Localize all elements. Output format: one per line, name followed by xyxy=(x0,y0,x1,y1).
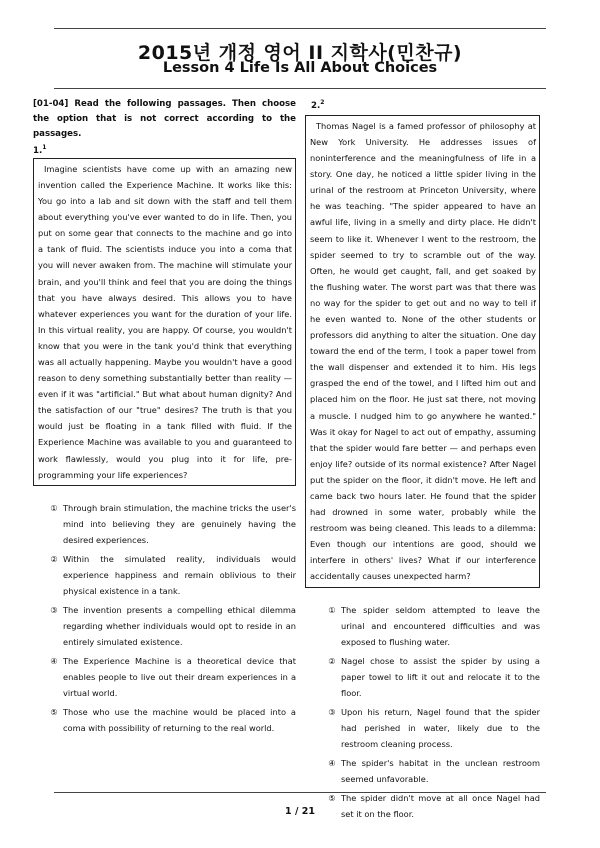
choice-marker: ⑤ xyxy=(328,792,336,803)
header-rule xyxy=(54,88,546,89)
choice-item[interactable] xyxy=(45,653,296,701)
footer-rule xyxy=(54,792,546,793)
question-1-number xyxy=(33,142,296,157)
question-1-choices xyxy=(33,500,296,736)
choice-item[interactable] xyxy=(45,602,296,650)
choice-marker: ⑤ xyxy=(50,706,58,717)
question-2-passage-text: Thomas Nagel is a famed professor of philosophy at New York University. He addresses issues of noninterference and the meaningfulness of life in a story. One day, he noticed a little spider living in the urinal of the restroom at Princeton University, where he was teaching. "The spider appeared to have an awful life, living in a smelly and dirty place. He didn't seem to like it. Whenever I went to the restroom, the spider seemed to try to scramble out of the way. Often, he would get caught, fall, and get soaked by the flushing water. The worst part was that there was no way for the spider to get out and no way to tell if he even wanted to. None of the other students or professors did anything to alter the situation. One day toward the end of the term, I took a paper towel from the wall dispenser and extended it to him. His legs grasped the end of the towel, and I lifted him out and placed him on the floor. He just sat there, not moving a muscle. I nudged him to go anywhere he wanted." Was it okay for Nagel to act out of empathy, assuming that the spider would fare better — and perhaps even enjoy life? outside of its normal existence? After Nagel put the spider on the floor, it didn't move. He left and came back two hours later. He found that the spider had drowned in some water, probably while the restroom was being cleaned. This leads to a dilemma: Even though our intentions are good, should we interfere in others' lives? What if our interference accidentally causes unexpected harm? xyxy=(310,120,536,582)
choice-marker: ① xyxy=(328,604,336,615)
choice-marker: ④ xyxy=(328,757,336,768)
question-1-footnote: 1 xyxy=(42,144,47,151)
instructions: [01-04] Read the following passages. Then choose the option that is not correct according to the passages. xyxy=(33,99,296,139)
choice-item[interactable] xyxy=(323,653,540,701)
left-column xyxy=(33,97,296,739)
question-1-passage-text: Imagine scientists have come up with an amazing new invention called the Experience Machine. It works like this: You go into a lab and sit down with the staff and tell them about everything you've ever wanted to do in life. Then, you put on some gear that connects to the machine and go into a tank of fluid. The scientists induce you into a coma that you will never awaken from. The machine will stimulate your brain, and you'll think and feel that you are doing the things that you have always desired. This allows you to have whatever experiences you want for the duration of your life. In this virtual reality, you are happy. Of course, you wouldn't know that you were in the tank you'd think that everything was all actually happening. Maybe you wouldn't have a good reason to deny something substantially better than reality — even if it was "artificial." But what about human dignity? And the satisfaction of our "true" desires? The truth is that you would just be floating in a tank filled with fluid. If the Experience Machine was available to you and guaranteed to work flawlessly, would you plug into it for life, pre-programming your life experiences? xyxy=(38,163,292,480)
choice-text: The spider didn't move at all once Nagel had set it on the floor. xyxy=(341,792,540,819)
choice-item[interactable] xyxy=(45,500,296,548)
question-2-choices xyxy=(305,602,540,822)
question-2-number xyxy=(311,97,540,112)
question-2-footnote: 2 xyxy=(320,99,325,106)
choice-text: Those who use the machine would be placed into a coma with possibility of returning to the real world. xyxy=(63,706,296,733)
choice-text: Within the simulated reality, individuals would experience happiness and remain oblivious to their physical existence in a tank. xyxy=(63,553,296,596)
choice-text: Nagel chose to assist the spider by using a paper towel to lift it out and relocate it to the floor. xyxy=(341,655,540,698)
choice-marker: ① xyxy=(50,502,58,513)
page-title: 2015년 개정 영어 II 지학사(민찬규) xyxy=(137,42,463,64)
choice-item[interactable] xyxy=(45,704,296,736)
page-number: 1 / 21 xyxy=(285,806,315,817)
choice-item[interactable] xyxy=(323,602,540,650)
choice-item[interactable] xyxy=(45,551,296,599)
choice-text: Through brain stimulation, the machine tricks the user's mind into believing they are genuinely having the desired experiences. xyxy=(63,502,296,545)
choice-marker: ② xyxy=(50,553,58,564)
choice-marker: ③ xyxy=(50,604,58,615)
question-2-passage xyxy=(305,115,540,588)
question-2-label: 2. xyxy=(311,100,321,111)
choice-text: The spider's habitat in the unclean restroom seemed unfavorable. xyxy=(341,757,540,784)
right-column xyxy=(305,97,540,825)
question-1-label: 1. xyxy=(33,145,43,156)
choice-text: The invention presents a compelling ethical dilemma regarding whether individuals would opt to reside in an entirely simulated existence. xyxy=(63,604,296,647)
choice-marker: ② xyxy=(328,655,336,666)
top-rule xyxy=(54,28,546,29)
choice-text: The Experience Machine is a theoretical device that enables people to live out their dream experiences in a virtual world. xyxy=(63,655,296,698)
choice-text: Upon his return, Nagel found that the spider had perished in water, likely due to the restroom cleaning process. xyxy=(341,706,540,749)
choice-text: The spider seldom attempted to leave the urinal and encountered difficulties and was exposed to flushing water. xyxy=(341,604,540,647)
choice-item[interactable] xyxy=(323,704,540,752)
choice-marker: ④ xyxy=(50,655,58,666)
question-1-passage xyxy=(33,158,296,486)
choice-item[interactable] xyxy=(323,755,540,787)
lesson-subtitle: Lesson 4 Life Is All About Choices xyxy=(162,60,438,76)
choice-marker: ③ xyxy=(328,706,336,717)
